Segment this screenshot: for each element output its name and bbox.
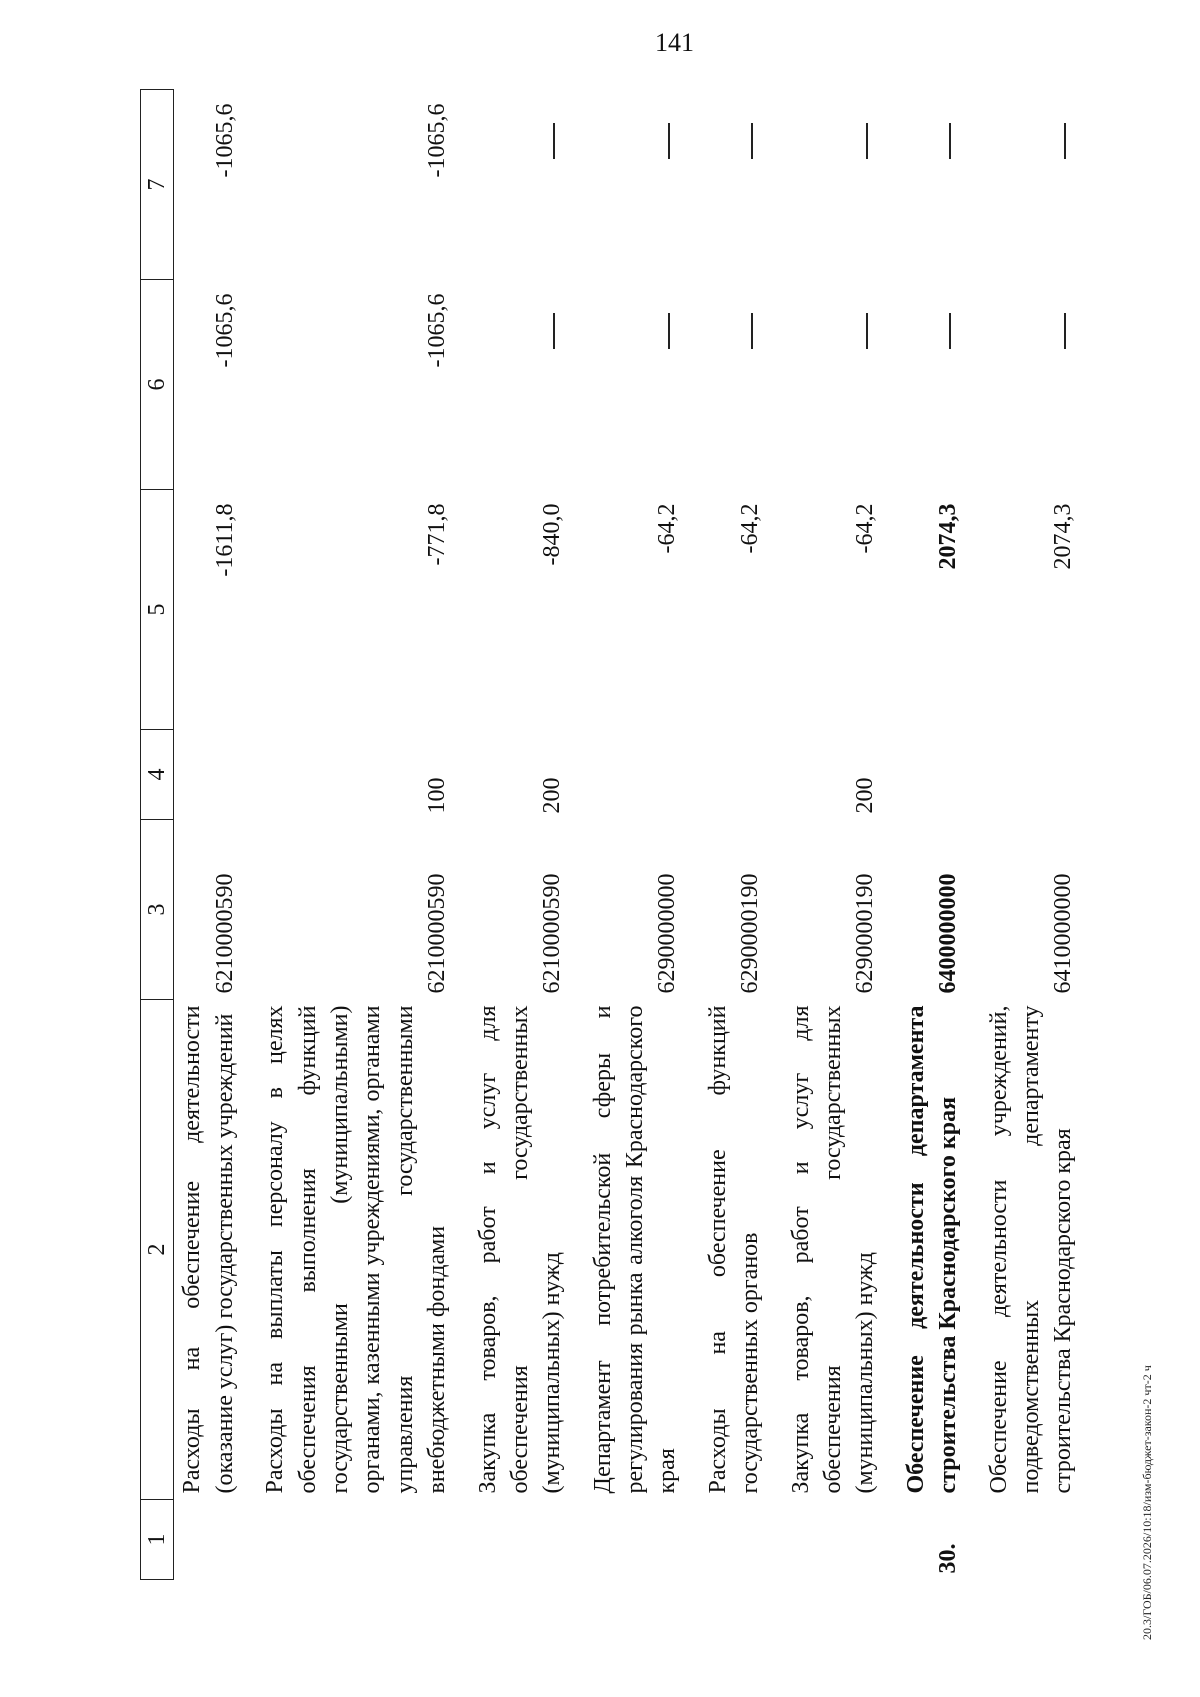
row-description: Обеспечение деятельности департамента строительства Краснодарского края [902,1005,962,1494]
row-amount-col5: -771,8 [424,503,451,566]
dash-placeholder [866,314,868,350]
row-index [694,1500,777,1580]
dash-placeholder [949,124,951,160]
dash-placeholder [668,124,670,160]
row-amount-col6: -1065,6 [211,293,238,368]
row-amount-col7: -1065,6 [424,103,451,178]
row-target-code: 6210000590 [539,873,566,994]
table-row [464,90,579,1580]
row-target-code: 6400000000 [935,873,962,994]
row-target-code: 6210000590 [211,873,238,994]
header-row [141,90,174,1580]
table-row [251,90,463,1580]
row-amount-col5: 2074,3 [1050,503,1077,570]
row-target-code: 6210000590 [424,873,451,994]
table-row [694,90,777,1580]
table-row [579,90,694,1580]
row-amount-col5: -64,2 [737,503,764,554]
row-index [975,1500,1090,1580]
row-amount-col6 [975,280,1090,490]
row-target-code: 6290000190 [852,873,879,994]
row-index [579,1500,694,1580]
dash-placeholder [1064,314,1066,350]
row-description: Расходы на обеспечение деятельности (оказание услуг) государственных учреждений [179,1005,238,1494]
row-amount-col5: -64,2 [852,503,879,554]
row-amount-col5: 2074,3 [935,503,962,570]
header-col-2: 2 [141,1000,174,1500]
dash-placeholder [949,314,951,350]
row-index [464,1500,579,1580]
header-col-1: 1 [141,1500,174,1580]
dash-placeholder [751,314,753,350]
header-col-5: 5 [141,490,174,730]
table-header [141,90,174,1580]
row-amount-col6 [694,280,777,490]
table-row [975,90,1090,1580]
row-amount-col7: -1065,6 [211,103,238,178]
dash-placeholder [866,124,868,160]
table-row [892,90,975,1580]
row-description: Обеспечение деятельности учреждений, подведомственных департаменту строительства Краснодарского края [985,1005,1077,1494]
row-amount-col7 [975,90,1090,280]
page-number: 141 [655,28,694,57]
row-amount-col6 [777,280,892,490]
row-index [174,1500,251,1580]
table-row [174,90,251,1580]
row-amount-col5: -64,2 [654,503,681,554]
header-col-4: 4 [141,730,174,820]
row-description: Расходы на обеспечение функций государственных органов [704,1005,764,1494]
dash-placeholder [1064,124,1066,160]
rotated-table-frame [140,20,1077,1580]
row-expense-type [975,730,1090,820]
footer-document-code: 20.3/ГОБ/06.07.2026/10:18/изм-бюджет-закон-2 чт-2 ч [1140,1365,1154,1640]
row-amount-col6 [892,280,975,490]
row-expense-type: 100 [424,777,451,814]
row-expense-type [694,730,777,820]
budget-table [140,89,1090,1580]
dash-placeholder [668,314,670,350]
row-index: 30. [935,1543,962,1574]
header-col-6: 6 [141,280,174,490]
row-expense-type: 200 [852,777,879,814]
row-amount-col7 [464,90,579,280]
row-description: Закупка товаров, работ и услуг для обеспечения государственных (муниципальных) нужд [787,1005,879,1494]
row-expense-type [579,730,694,820]
row-description: Расходы на выплаты персоналу в целях обеспечения выполнения функций государственными (муниципальными) органами, казенными учреждениями, органами управления государственными внебюджетными фондами [262,1005,451,1494]
row-expense-type: 200 [539,777,566,814]
row-amount-col7 [892,90,975,280]
row-description: Департамент потребительской сферы и регулирования рынка алкоголя Краснодарского края [589,1005,681,1494]
row-index [251,1500,463,1580]
row-expense-type [892,730,975,820]
header-col-3: 3 [141,820,174,1000]
row-description: Закупка товаров, работ и услуг для обеспечения государственных (муниципальных) нужд [474,1005,566,1494]
row-amount-col6 [579,280,694,490]
row-target-code: 6290000190 [737,873,764,994]
row-amount-col6: -1065,6 [424,293,451,368]
dash-placeholder [553,124,555,160]
row-amount-col7 [694,90,777,280]
row-expense-type [174,730,251,820]
dash-placeholder [553,314,555,350]
table-body [174,90,1090,1580]
row-amount-col7 [579,90,694,280]
row-index [777,1500,892,1580]
row-amount-col6 [464,280,579,490]
row-amount-col5: -840,0 [539,503,566,566]
row-amount-col7 [777,90,892,280]
row-target-code: 6410000000 [1050,873,1077,994]
row-target-code: 6290000000 [654,873,681,994]
row-amount-col5: -1611,8 [211,503,238,577]
dash-placeholder [751,124,753,160]
table-row [777,90,892,1580]
header-col-7: 7 [141,90,174,280]
